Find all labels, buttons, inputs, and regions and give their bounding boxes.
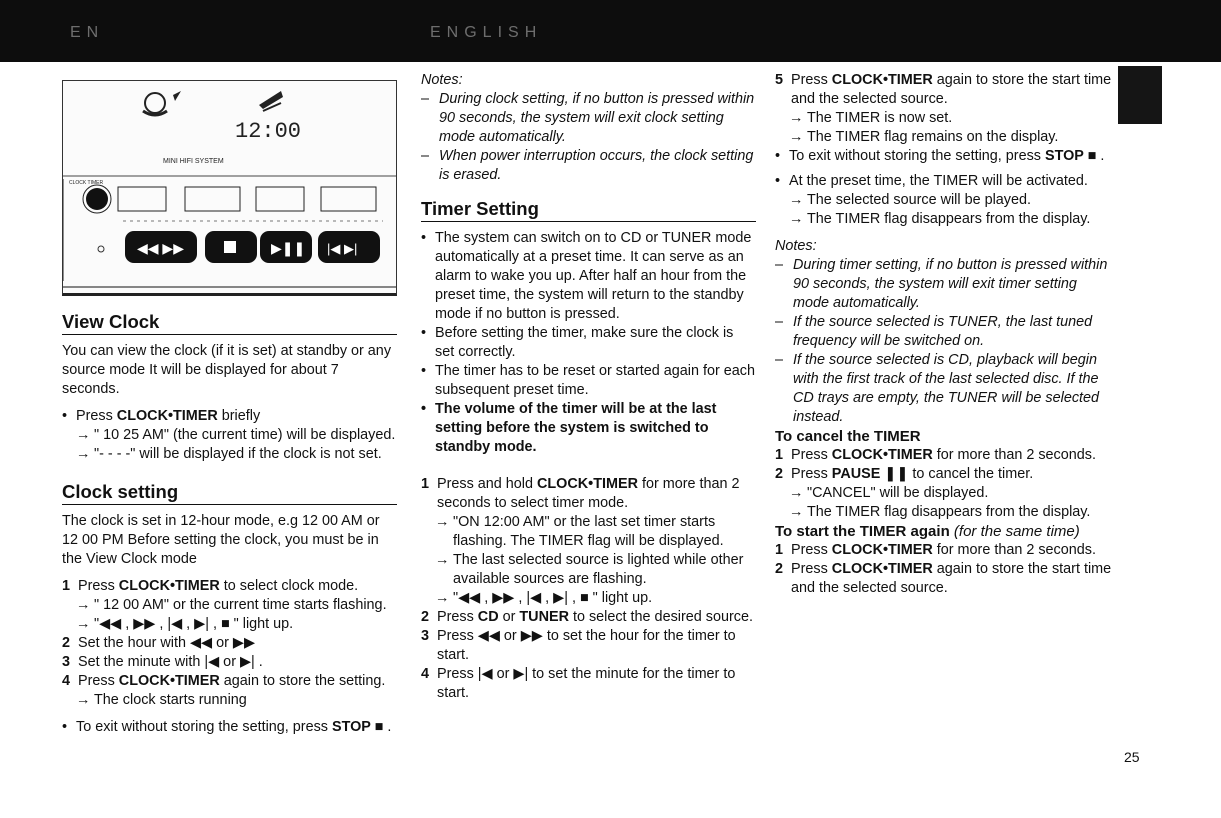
clock-step-4-arrow-1: → The clock starts running (62, 691, 397, 710)
cancel-step-2: 2 Press PAUSE ❚❚ to cancel the timer. (775, 466, 1034, 482)
start-timer-heading: To start the TIMER again (for the same time) (775, 523, 1080, 540)
note-2: – When power interruption occurs, the clock setting is erased. (421, 147, 756, 185)
timer-bullet-3: • The timer has to be reset or started again for each subsequent preset time. (421, 362, 756, 400)
header-left-label: EN (70, 24, 105, 41)
column-right (775, 71, 1115, 598)
timer-step-3: 3 Press ◀◀ or ▶▶ to set the hour for the timer to start. (421, 628, 736, 663)
timer-step-1-arrow-2: → The last selected source is lighted while other available sources are flashing. (421, 551, 756, 589)
clock-step-2: 2 Set the hour with ◀◀ or ▶▶ (62, 635, 256, 651)
start-step-2: 2 Press CLOCK•TIMER again to store the start time and the selected source. (775, 561, 1112, 596)
note-1: – During clock setting, if no button is pressed within 90 seconds, the system will exit clock setting mode automatically. (421, 90, 756, 147)
timer-step-5: 5 Press CLOCK•TIMER again to store the start time and the selected source. (775, 72, 1112, 107)
clock-step-1: 1 Press CLOCK•TIMER to select clock mode. (62, 578, 359, 594)
cancel-step-2-arrow-1: → "CANCEL" will be displayed. (775, 484, 1115, 503)
cancel-timer-heading: To cancel the TIMER (775, 428, 921, 445)
header-mid-label: ENGLISH (430, 24, 543, 41)
column-middle (421, 71, 756, 703)
note-4: – If the source selected is TUNER, the last tuned frequency will be switched on. (775, 313, 1115, 351)
clock-step-1-arrow-1: → " 12 00 AM" or the current time starts flashing. (62, 596, 397, 615)
timer-step-5-arrow-2: → The TIMER flag remains on the display. (775, 128, 1115, 147)
view-clock-intro: You can view the clock (if it is set) at standby or any source mode It will be displayed for about 7 seconds. (62, 343, 392, 397)
clock-display: 12:00 (235, 119, 302, 144)
clock-exit-bullet: • To exit without storing the setting, press STOP ■ . (62, 718, 397, 737)
view-clock-arrow-1: → " 10 25 AM" (the current time) will be displayed. (62, 426, 397, 445)
start-step-1: 1 Press CLOCK•TIMER for more than 2 seconds. (775, 542, 1096, 558)
brand-label: MINI HIFI SYSTEM (163, 158, 224, 165)
timer-activate-bullet: • At the preset time, the TIMER will be activated. (775, 172, 1115, 191)
timer-setting-heading: Timer Setting (421, 199, 756, 222)
notes-heading: Notes: (421, 72, 463, 88)
timer-step-1-arrow-3: → "◀◀ , ▶▶ , |◀ , ▶| , ■ " light up. (421, 589, 756, 608)
view-clock-heading: View Clock (62, 312, 397, 335)
timer-bullet-1: • The system can switch on to CD or TUNER mode automatically at a preset time. It can serve as an alarm to wake you up. After half an hour from the preset time, the system will return to the standby mode if no button is pressed. (421, 229, 756, 324)
clock-setting-intro: The clock is set in 12-hour mode, e.g 12 00 AM or 12 00 PM Before setting the clock, you must be in the View Clock mode (62, 513, 380, 567)
clock-timer-button (86, 188, 108, 210)
timer-bullet-2: • Before setting the timer, make sure the clock is set correctly. (421, 324, 756, 362)
timer-activate-arrow-1: → The selected source will be played. (775, 191, 1115, 210)
notes-heading-2: Notes: (775, 238, 817, 254)
svg-text:|◀ ▶|: |◀ ▶| (327, 241, 358, 256)
cancel-step-2-arrow-2: → The TIMER flag disappears from the display. (775, 503, 1115, 522)
timer-activate-arrow-2: → The TIMER flag disappears from the display. (775, 210, 1115, 229)
timer-step-1: 1 Press and hold CLOCK•TIMER for more than 2 seconds to select timer mode. (421, 476, 740, 511)
timer-step-2: 2 Press CD or TUNER to select the desired source. (421, 609, 753, 625)
svg-text:▶❚❚: ▶❚❚ (271, 240, 306, 256)
timer-label: CLOCK TIMER (69, 180, 104, 186)
cancel-step-1: 1 Press CLOCK•TIMER for more than 2 seconds. (775, 447, 1096, 463)
timer-step-5-arrow-1: → The TIMER is now set. (775, 109, 1115, 128)
clock-setting-heading: Clock setting (62, 482, 397, 505)
timer-exit-bullet: • To exit without storing the setting, press STOP ■ . (775, 147, 1115, 166)
clock-step-4: 4 Press CLOCK•TIMER again to store the setting. (62, 673, 386, 689)
header-bar (0, 0, 1221, 62)
page-number: 25 (1124, 749, 1140, 765)
svg-text:◀◀ ▶▶: ◀◀ ▶▶ (137, 240, 184, 256)
clock-step-3: 3 Set the minute with |◀ or ▶| . (62, 654, 263, 670)
device-illustration (62, 80, 397, 296)
timer-step-1-arrow-1: → "ON 12:00 AM" or the last set timer starts flashing. The TIMER flag will be displayed. (421, 513, 756, 551)
clock-step-1-arrow-2: → "◀◀ , ▶▶ , |◀ , ▶| , ■ " light up. (62, 615, 397, 634)
timer-bullet-4: • The volume of the timer will be at the last setting before the system is switched to standby mode. (421, 400, 756, 457)
language-tab (1118, 66, 1162, 124)
device-drawing (63, 81, 396, 293)
column-left (62, 312, 397, 737)
view-clock-bullet: • Press CLOCK•TIMER briefly (62, 407, 397, 426)
note-5: – If the source selected is CD, playback will begin with the first track of the last selected disc. If the CD trays are empty, the TUNER will be selected instead. (775, 351, 1115, 427)
timer-step-4: 4 Press |◀ or ▶| to set the minute for the timer to start. (421, 666, 736, 701)
view-clock-arrow-2: → "- - - -" will be displayed if the clock is not set. (62, 445, 397, 464)
note-3: – During timer setting, if no button is pressed within 90 seconds, the system will exit timer setting mode automatically. (775, 256, 1115, 313)
